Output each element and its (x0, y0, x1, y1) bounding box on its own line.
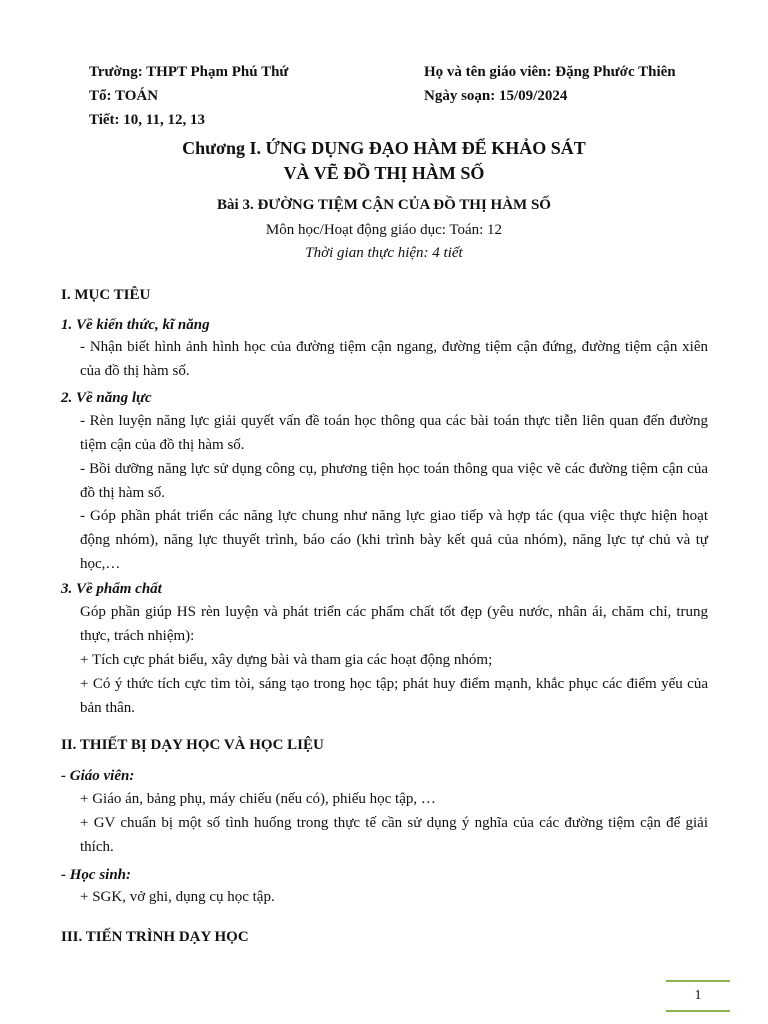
teacher-item-1: + Giáo án, bảng phụ, máy chiếu (nếu có), phiếu học tập, … (80, 791, 436, 807)
subject-line: Môn học/Hoạt động giáo dục: Toán: 12 (265, 222, 503, 238)
section-1-3-heading: 3. Về phẩm chất (61, 581, 162, 597)
school-name: Trường: THPT Phạm Phú Thứ (89, 64, 289, 80)
teacher-name: Họ và tên giáo viên: Đặng Phước Thiên (424, 64, 676, 80)
student-item-1: + SGK, vở ghi, dụng cụ học tập. (80, 889, 275, 905)
section-1-2-p1: - Rèn luyện năng lực giải quyết vấn đề toán học thông qua các bài toán thực tiễn liên quan đến đường tiệm cận của đồ thị hàm số. (80, 413, 708, 453)
section-2-heading: II. THIẾT BỊ DẠY HỌC VÀ HỌC LIỆU (61, 737, 324, 753)
chapter-title-line2: VÀ VẼ ĐỒ THỊ HÀM SỐ (283, 163, 485, 183)
section-1-2-p2: - Bồi dưỡng năng lực sử dụng công cụ, phương tiện học toán thông qua việc vẽ các đường tiệm cận của đồ thị hàm số. (80, 461, 708, 501)
section-1-1-text: - Nhận biết hình ảnh hình học của đường tiệm cận ngang, đường tiệm cận đứng, đường tiệm cận xiên của đồ thị hàm số. (80, 339, 708, 379)
periods: Tiết: 10, 11, 12, 13 (89, 112, 205, 128)
student-heading: - Học sinh: (61, 867, 132, 883)
section-1-2-heading: 2. Về năng lực (61, 390, 152, 406)
page-number: 1 (694, 988, 702, 1003)
department: Tổ: TOÁN (89, 88, 159, 104)
section-1-3-p3: + Có ý thức tích cực tìm tòi, sáng tạo trong học tập; phát huy điểm mạnh, khắc phục các điểm yếu của bản thân. (80, 676, 708, 716)
section-3-heading: III. TIẾN TRÌNH DẠY HỌC (61, 929, 249, 945)
lesson-title: Bài 3. ĐƯỜNG TIỆM CẬN CỦA ĐỒ THỊ HÀM SỐ (217, 197, 551, 213)
teacher-item-2: + GV chuẩn bị một số tình huống trong thực tế cần sử dụng ý nghĩa của các đường tiệm cận để giải thích. (80, 815, 708, 855)
section-1-2-p3: - Góp phần phát triển các năng lực chung như năng lực giao tiếp và hợp tác (qua việc thực hiện hoạt động nhóm), năng lực thuyết trình, báo cáo (khi trình bày kết quả của nhóm), năng lực tự chủ và tự học,… (80, 508, 708, 572)
section-1-heading: I. MỤC TIÊU (61, 287, 151, 303)
section-1-1-heading: 1. Về kiến thức, kĩ năng (61, 317, 210, 333)
section-1-3-p1: Góp phần giúp HS rèn luyện và phát triển các phẩm chất tốt đẹp (yêu nước, nhân ái, chăm chỉ, trung thực, trách nhiệm): (80, 604, 708, 644)
section-1-3-p2: + Tích cực phát biểu, xây dựng bài và tham gia các hoạt động nhóm; (80, 652, 493, 668)
teacher-heading: - Giáo viên: (61, 768, 135, 784)
chapter-title-line1: Chương I. ỨNG DỤNG ĐẠO HÀM ĐỂ KHẢO SÁT (182, 138, 586, 158)
duration-line: Thời gian thực hiện: 4 tiết (305, 245, 463, 261)
prepared-date: Ngày soạn: 15/09/2024 (424, 88, 568, 104)
page-number-top-rule (666, 980, 730, 982)
page-number-bottom-rule (666, 1010, 730, 1012)
